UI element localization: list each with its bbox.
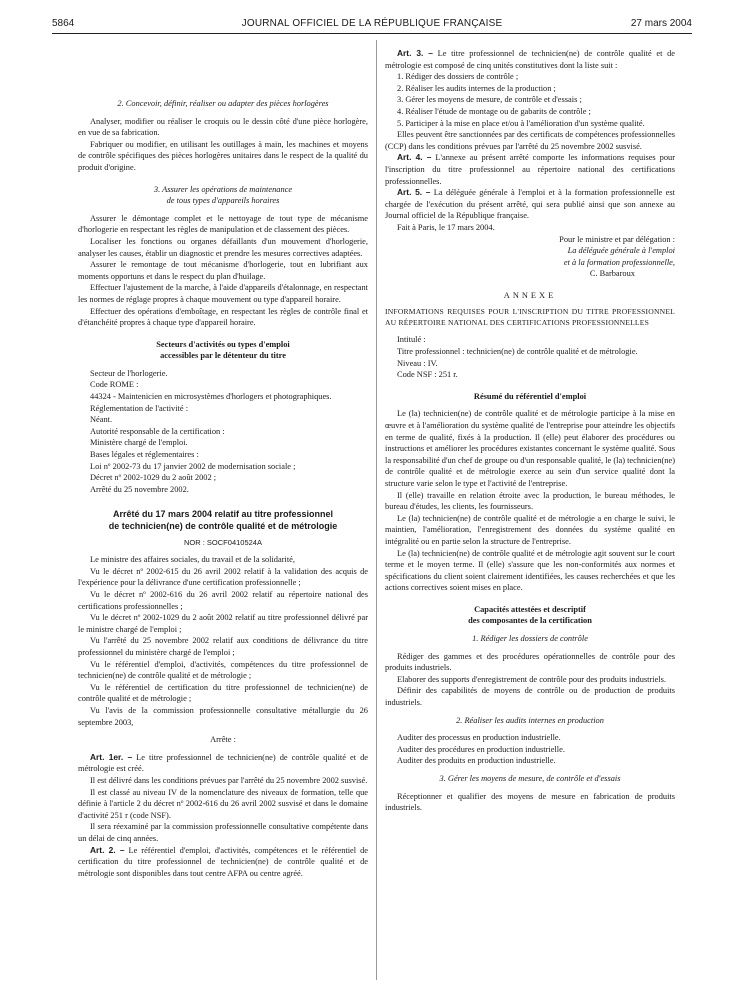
intitule-label: Intitulé : [397, 335, 426, 345]
issue-date: 27 mars 2004 [630, 18, 692, 29]
capacity-3-title: 3. Gérer les moyens de mesure, de contrôle et d'essais [439, 774, 621, 783]
visa-line: Vu le décret nº 2002-615 du 26 avril 2002 relatif à la validation des acquis de l'expérience pour la délivrance d'une certification professionnelle ; [78, 566, 368, 588]
paragraph: Elaborer des supports d'enregistrement de contrôle pour des produits industriels. [397, 674, 666, 684]
paragraph: Effectuer des opérations d'emboîtage, en respectant les règles de contrôle final et d'étanchéité propres à chaque type d'appareil horaire. [78, 306, 368, 328]
paragraph: Assurer le démontage complet et le nettoyage de tout type de mécanisme d'horlogerie en respectant les règles de manipulation et de classement des pièces. [78, 213, 368, 235]
arrete-title: Arrêté du 17 mars 2004 relatif au titre professionnel [112, 509, 334, 520]
paragraph: Il (elle) travaille en relation étroite avec la production, le bureau méthodes, le bureau d'études, les clients, les fournisseurs. [385, 490, 675, 512]
paragraph: Il est classé au niveau IV de la nomenclature des niveaux de formation, telle que définie à l'article 2 du décret nº 2002-616 du 26 avril 2002 susvisé et dans le domaine d'activité 251 r (code NSF). [78, 787, 368, 820]
capacities-title: Capacités attestées et descriptif [474, 604, 586, 614]
article-1-label: Art. 1er. – [90, 751, 133, 762]
paragraph: Il est délivré dans les conditions prévues par l'arrêté du 25 novembre 2002 susvisé. [90, 775, 368, 785]
annexe-heading: INFORMATIONS REQUISES POUR L'INSCRIPTION DU TITRE PROFESSIONNEL AU RÉPERTOIRE NATIONAL DES CERTIFICATIONS PROFESSIONNELLES [385, 307, 675, 327]
paragraph: Auditer des produits en production industrielle. [397, 756, 556, 766]
section-2-title: 2. Concevoir, définir, réaliser ou adapter des pièces horlogères [117, 99, 329, 108]
paragraph: Le (la) technicien(ne) de contrôle qualité et de métrologie participe à la mise en œuvre et à l'amélioration du système qualité de l'entreprise pour atteindre les objectifs en terme de qualité, fixés à la production. Il (elle) peut élaborer des procédures ou instructions et améliorer les procédures existantes concernant le système qualité. Sous la responsabilité d'un chef de groupe ou d'un responsable qualité, le (la) technicien(ne) de contrôle qualité et de métrologie exerce au sein d'un service qualité dont la structure varie selon le type et l'activité de l'entreprise. [385, 409, 675, 488]
capacity-1-title: 1. Rédiger les dossiers de contrôle [472, 634, 588, 644]
sector-line: Arrêté du 25 novembre 2002. [90, 484, 189, 494]
unit-item: 1. Rédiger des dossiers de contrôle ; [397, 72, 519, 82]
paragraph: Rédiger des gammes et des procédures opérationnelles de contrôle pour des produits industriels. [385, 651, 675, 673]
article-3-text: Le titre professionnel de technicien(ne) de contrôle qualité et de métrologie est composé de cinq unités constitutives dont la liste suit : [385, 49, 675, 70]
sector-line: Ministère chargé de l'emploi. [90, 438, 188, 448]
nor-reference: NOR : SOCF0410524A [184, 537, 262, 547]
visa-line: Vu le référentiel d'emploi, d'activités, compétences du titre professionnel de technicien(ne) de contrôle qualité et de métrologie ; [78, 659, 368, 681]
paragraph: Il sera réexaminé par la commission professionnelle consultative compétente dans un délai de cinq années. [78, 822, 368, 843]
resume-title: Résumé du référentiel d'emploi [473, 391, 587, 401]
paragraph: Auditer des procédures en production industrielle. [397, 744, 565, 754]
article-4-label: Art. 4. – [397, 152, 432, 163]
visa-line: Vu l'arrêté du 25 novembre 2002 relatif aux conditions de délivrance du titre professionnel du ministère chargé de l'emploi ; [78, 636, 368, 657]
paragraph: Localiser les fonctions ou organes défaillants d'un mouvement d'horlogerie, analyser les causes, établir un diagnostic et prendre les mesures correctives adaptées. [78, 236, 368, 258]
left-column [78, 48, 368, 879]
arrete-word: Arrête : [210, 735, 236, 745]
titre-line: Titre professionnel : technicien(ne) de contrôle qualité et de métrologie. [397, 347, 638, 356]
article-2-label: Art. 2. – [90, 844, 125, 855]
sector-line: 44324 - Maintenicien en microsystèmes d'horlogers et photographiques. [90, 392, 332, 402]
visa-line: Vu l'avis de la commission professionnelle consultative métallurgie du 26 septembre 2003, [78, 705, 368, 727]
paragraph: Auditer des processus en production industrielle. [397, 733, 561, 743]
sectors-title: Secteurs d'activités ou types d'emploi [156, 339, 290, 349]
sector-line: Autorité responsable de la certification : [90, 426, 225, 436]
page-header [52, 18, 692, 34]
code-nsf-line: Code NSF : 251 r. [397, 370, 458, 380]
capacity-2-title: 2. Réaliser les audits internes en production [456, 715, 604, 725]
paragraph: Effectuer l'ajustement de la marche, à l'aide d'appareils d'étalonnage, en respectant les normes de réglage propres à chaque mouvement ou type d'appareil horaire. [78, 283, 368, 304]
unit-item: 4. Réaliser l'étude de montage ou de gabarits de contrôle ; [397, 106, 591, 116]
article-4-text: L'annexe au présent arrêté comporte les informations requises pour l'inscription du titre professionnel au répertoire national des certifications professionnelles. [385, 153, 675, 186]
unit-item: 5. Participer à la mise en place et/ou à l'amélioration d'un système qualité. [397, 118, 645, 128]
visa-line: Vu le décret nº 2002-616 du 26 avril 2002 relatif au répertoire national des certifications professionnelles ; [78, 590, 368, 611]
article-1-text: Le titre professionnel de technicien(ne) de contrôle qualité et de métrologie est créé. [78, 752, 368, 774]
paragraph: Analyser, modifier ou réaliser le croquis ou le dessin côté d'une pièce horlogère, en vue de sa fabrication. [78, 116, 368, 138]
sector-line: Néant. [90, 415, 113, 425]
visa-line: Le ministre des affaires sociales, du travail et de la solidarité, [90, 555, 295, 565]
sector-line: Bases légales et réglementaires : [90, 450, 199, 460]
journal-title: JOURNAL OFFICIEL DE LA RÉPUBLIQUE FRANÇAISE [241, 18, 503, 29]
visa-line: Vu le référentiel de certification du titre professionnel de technicien(ne) de contrôle qualité et de métrologie ; [78, 682, 368, 704]
sectors-title-line2: accessibles par le détenteur du titre [160, 351, 286, 361]
page-number: 5864 [52, 18, 75, 29]
paragraph: Assurer le remontage de tout mécanisme d'horlogerie, tout en lubrifiant aux moments opportuns et dans le respect du plan d'huilage. [78, 260, 368, 281]
article-5-label: Art. 5. – [397, 187, 431, 198]
niveau-line: Niveau : IV. [397, 358, 438, 368]
column-divider [376, 40, 377, 980]
article-5-text: La déléguée générale à l'emploi et à la formation professionnelle est chargée de l'exécution du présent arrêté, qui sera publié ainsi que son annexe au Journal officiel de la République française. [385, 188, 675, 221]
unit-item: 2. Réaliser les audits internes de la production ; [397, 83, 556, 93]
section-3-title: 3. Assurer les opérations de maintenance [153, 184, 293, 194]
sector-line: Code ROME : [90, 380, 139, 390]
capacities-title-line2: des composantes de la certification [468, 616, 592, 626]
annexe-title: ANNEXE [503, 290, 557, 300]
signature-line: La déléguée générale à l'emploi [567, 246, 675, 256]
header-rule [52, 33, 692, 34]
right-column [385, 48, 675, 814]
paragraph: Définir des capabilités de moyens de contrôle ou de production de produits industriels. [385, 686, 675, 708]
signature-line: Pour le ministre et par délégation : [559, 234, 675, 244]
paragraph: Le (la) technicien(ne) de contrôle qualité et de métrologie agit souvent sur le court terme et le moyen terme. Il (elle) s'assure que les non-conformités aux normes et spécifications du client soient clairement identifiées, les causes recherchées et que les actions correctives soient mises en place. [385, 548, 675, 593]
paragraph: Le (la) technicien(ne) de contrôle qualité et de métrologie a en charge le suivi, le maintien, l'amélioration, l'enregistrement des données du système qualité en intégralité ou en partie selon la structure de l'entreprise. [385, 513, 675, 546]
sector-line: Loi nº 2002-73 du 17 janvier 2002 de modernisation sociale ; [90, 461, 296, 471]
article-2-text: Le référentiel d'emploi, d'activités, compétences et le référentiel de certification du titre professionnel de technicien(ne) de contrôle qualité et de métrologie sont disponibles dans tout centre AFPA ou centre agréé. [78, 845, 368, 878]
paragraph: Fabriquer ou modifier, en utilisant les outillages à main, les machines et moyens de contrôle spécifiques des pièces horlogères unitaires dans le respect de la qualité du produit d'origine. [78, 139, 368, 172]
fait-line: Fait à Paris, le 17 mars 2004. [397, 222, 495, 232]
paragraph: Elles peuvent être sanctionnées par des certificats de compétences professionnelles (CCP) dans les conditions prévues par l'arrêté du 25 novembre 2002 susvisé. [385, 130, 675, 151]
sector-line: Décret nº 2002-1029 du 2 août 2002 ; [90, 473, 217, 483]
sector-line: Réglementation de l'activité : [90, 403, 189, 413]
unit-item: 3. Gérer les moyens de mesure, de contrôle et d'essais ; [397, 95, 582, 105]
article-3-label: Art. 3. – [397, 48, 433, 58]
arrete-title-line2: de technicien(ne) de contrôle qualité et de métrologie [108, 520, 338, 531]
signatory-name: C. Barbaroux [589, 269, 635, 279]
section-3-title-line2: de tous types d'appareils horaires [166, 196, 280, 206]
visa-line: Vu le décret nº 2002-1029 du 2 août 2002 relatif au titre professionnel délivré par le ministre chargé de l'emploi ; [78, 613, 368, 634]
sector-line: Secteur de l'horlogerie. [90, 368, 168, 378]
signature-line: et à la formation professionnelle, [563, 257, 675, 267]
paragraph: Réceptionner et qualifier des moyens de mesure en fabrication de produits industriels. [385, 791, 675, 813]
